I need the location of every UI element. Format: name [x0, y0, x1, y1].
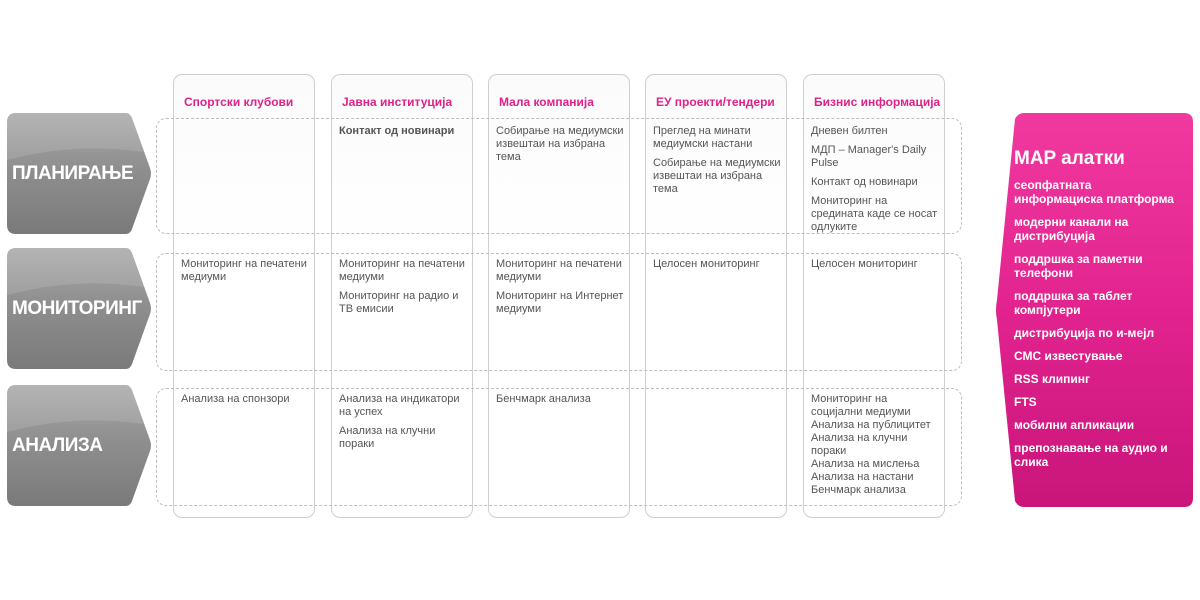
row-label-text: ПЛАНИРАЊЕ	[12, 162, 134, 184]
column-title: Спортски клубови	[184, 95, 294, 109]
cell-item: Целосен мониторинг	[811, 258, 918, 270]
cell-item: Мониторинг на социјални медиуми	[811, 393, 911, 418]
row-label-text: АНАЛИЗА	[12, 434, 103, 456]
cell-item: Анализа на индикатори на успех	[339, 393, 460, 418]
row-label-3	[6, 384, 152, 507]
cell-item: Бенчмарк анализа	[811, 484, 906, 496]
cell-item: Преглед на минати медиумски настани	[653, 125, 753, 150]
matrix-cell	[339, 393, 467, 457]
map-tools-panel	[994, 112, 1194, 508]
cell-item: Анализа на мислења	[811, 458, 920, 470]
map-tools-title: MAP алатки	[1014, 148, 1125, 169]
matrix-cell	[339, 258, 467, 322]
map-tools-item: сеопфатната информациска платформа	[1014, 178, 1174, 206]
matrix-cell	[653, 125, 781, 202]
cell-item: Бенчмарк анализа	[496, 393, 591, 405]
row-label-text: МОНИТОРИНГ	[12, 297, 142, 319]
cell-item: Дневен билтен	[811, 125, 888, 137]
cell-item: Мониторинг на печатени медиуми	[496, 258, 622, 283]
cell-item: Мониторинг на средината каде се носат одлуките	[811, 195, 938, 233]
map-tools-item: препознавање на аудио и слика	[1014, 441, 1168, 469]
matrix-cell	[181, 393, 309, 412]
cell-item: Мониторинг на радио и ТВ емисии	[339, 290, 459, 315]
map-tools-item: мобилни апликации	[1014, 418, 1135, 432]
column-title: ЕУ проекти/тендери	[656, 95, 775, 109]
cell-item: Собирање на медиумски извештаи на избрана тема	[496, 125, 624, 163]
column-title: Мала компанија	[499, 95, 594, 109]
map-tools-item: FTS	[1014, 395, 1037, 409]
cell-item: Контакт од новинари	[811, 176, 918, 188]
map-tools-list	[1014, 178, 1182, 478]
cell-item: Анализа на настани	[811, 471, 914, 483]
matrix-cell	[811, 393, 939, 497]
cell-item: Собирање на медиумски извештаи на избрана тема	[653, 157, 781, 195]
row-label-1	[6, 112, 152, 235]
map-tools-item: дистрибуција по и-мејл	[1014, 326, 1155, 340]
cell-item: Анализа на спонзори	[181, 393, 290, 405]
matrix-cell	[496, 258, 624, 322]
matrix-cell	[653, 258, 781, 277]
cell-item: Мониторинг на Интернет медиуми	[496, 290, 624, 315]
map-tools-item: RSS клипинг	[1014, 372, 1091, 386]
row-label-2	[6, 247, 152, 370]
matrix-cell	[811, 125, 939, 240]
column-title: Јавна институција	[342, 95, 453, 109]
matrix-cell	[339, 125, 467, 144]
map-tools-item: поддршка за таблет компјутери	[1014, 289, 1133, 317]
cell-item: МДП – Manager's Daily Pulse	[811, 144, 927, 169]
cell-item: Целосен мониторинг	[653, 258, 760, 270]
matrix-cell	[496, 125, 624, 170]
column-title: Бизнис информација	[814, 95, 941, 109]
matrix-cell	[811, 258, 939, 277]
map-tools-item: поддршка за паметни телефони	[1014, 252, 1143, 280]
matrix-cell	[496, 393, 624, 412]
cell-item: Анализа на публицитет	[811, 419, 931, 431]
cell-item: Контакт од новинари	[339, 125, 455, 137]
cell-item: Анализа на клучни пораки	[339, 425, 436, 450]
matrix-cell	[181, 258, 309, 290]
cell-item: Анализа на клучни пораки	[811, 432, 908, 457]
map-tools-item: СМС известување	[1014, 349, 1123, 363]
cell-item: Мониторинг на печатени медиуми	[181, 258, 307, 283]
cell-item: Мониторинг на печатени медиуми	[339, 258, 465, 283]
map-tools-item: модерни канали на дистрибуција	[1014, 215, 1129, 243]
